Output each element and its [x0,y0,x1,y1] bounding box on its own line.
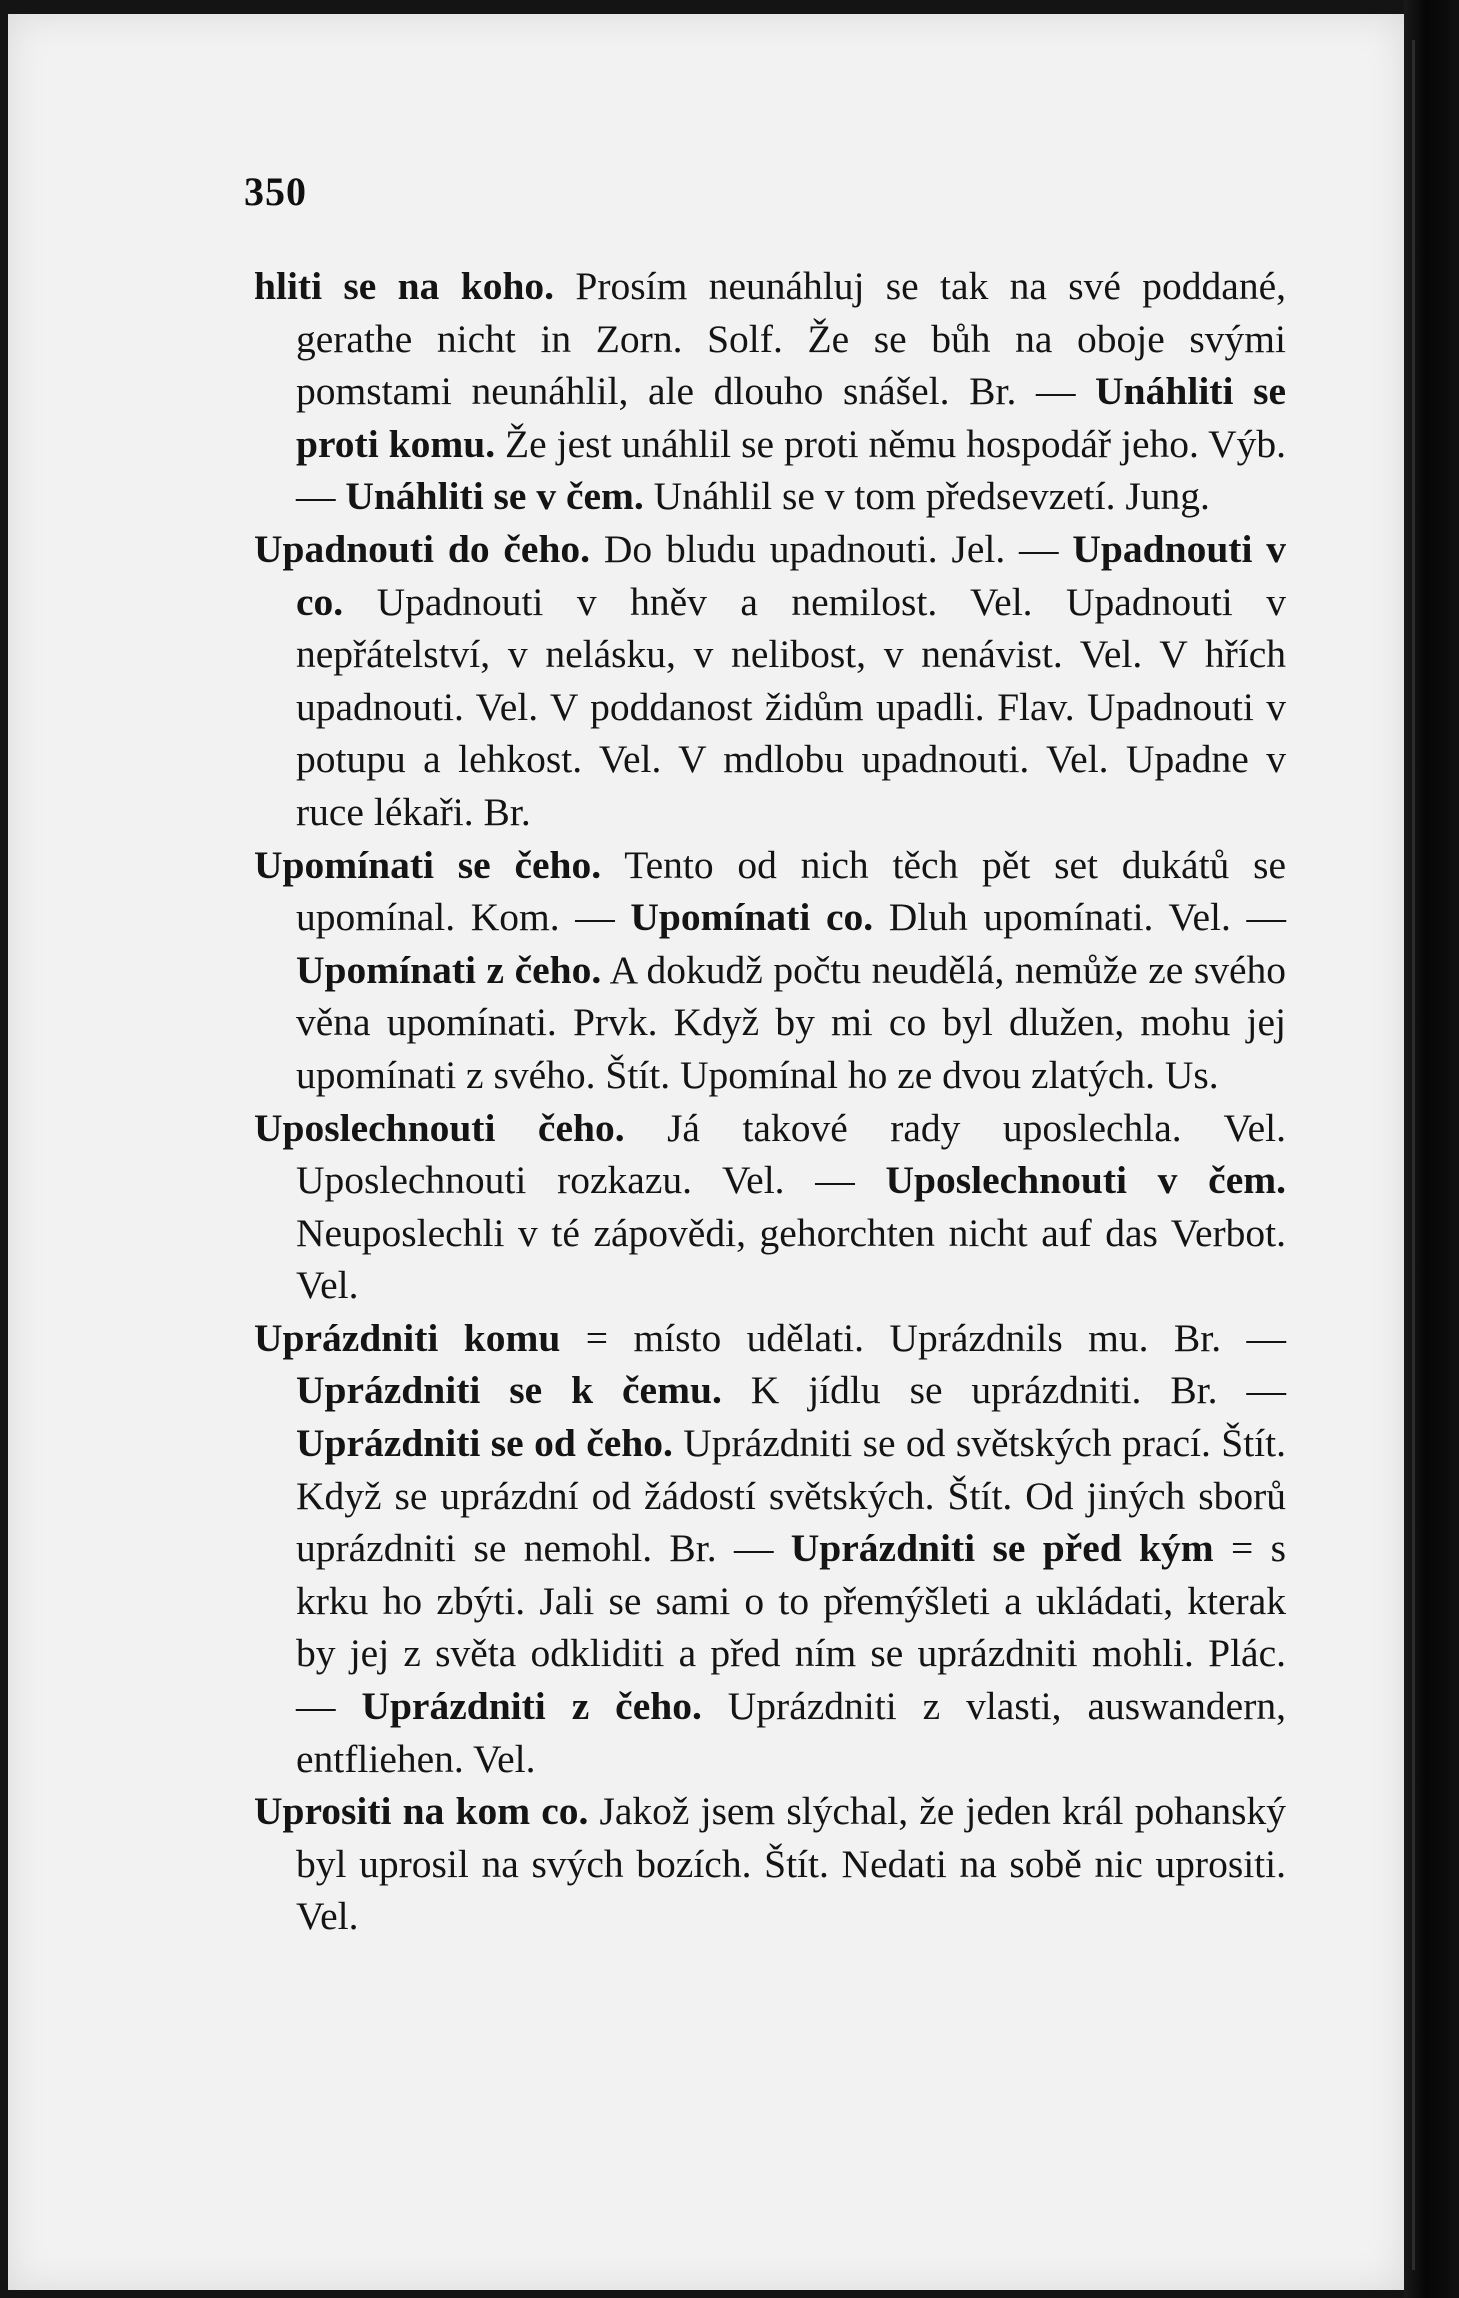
entry-upominati [254,839,1286,1102]
entry-text: Dluh upomínati. Vel. — [873,895,1286,940]
entry-text: = s krku ho zbýti. Jali se sami o to přemýšleti a ukládati, kterak by jej z světa odkliditi a před ním se uprázdniti mohli. Plác. — [296,1526,1286,1729]
entry-uprazdniti [254,1312,1286,1785]
headword: Uposlechnouti v čem. [885,1158,1287,1203]
headword: Upomínati se čeho. [254,842,602,887]
headword: hliti se na koho. [254,264,555,308]
entry-uposlechnouti [254,1102,1286,1312]
entry-text: Uprázdniti z vlasti, auswandern, entfliehen. Vel. [296,1684,1286,1781]
entry-text: A dokudž počtu neudělá, nemůže ze svého věna upomínati. Prvk. Když by mi co byl dlužen, mohu jej upomínati z svého. Štít. Upomínal ho ze dvou zlatých. Us. [296,947,1286,1097]
entry-text: Tento od nich těch pět set dukátů se upomínal. Kom. — [296,842,1286,940]
entry-unahliti [254,260,1286,523]
page-edge-line [1412,40,1415,2270]
entry-upadnouti [254,523,1286,839]
entry-text: Unáhlil se v tom předsevzetí. Jung. [643,474,1210,519]
dictionary-text [254,260,1286,1943]
headword: Upomínati co. [630,895,874,940]
entry-text: Prosím neunáhluj se tak na své poddané, gerathe nicht in Zorn. Solf. Že se bůh na oboje svými pomstami neunáhlil, ale dlouho snášel. Br. — [296,264,1286,414]
headword: Uprázdniti komu [254,1315,561,1360]
headword: Uprázdniti se k čemu. [296,1368,722,1413]
headword: Unáhliti se v čem. [345,474,644,519]
headword: Uposlechnouti čeho. [254,1105,625,1150]
entry-text: Upadnouti v hněv a nemilost. Vel. Upadnouti v nepřátelství, v nelásku, v nelibost, v nenávist. Vel. V hřích upadnouti. Vel. V poddanost židům upadli. Flav. Upadnouti v potupu a lehkost. Vel. V mdlobu upadnouti. Vel. Upadne v ruce lékaři. Br. [296,579,1286,834]
headword: Uprázdniti z čeho. [361,1684,702,1729]
book-page [8,14,1404,2290]
entry-text: = místo udělati. Uprázdnils mu. Br. — [560,1315,1287,1360]
entry-text: Do bludu upadnouti. Jel. — [590,526,1073,571]
headword: Uprázdniti se od čeho. [296,1421,673,1466]
headword: Upadnouti do čeho. [254,526,591,571]
entry-text: Že jest unáhlil se proti němu hospodář jeho. Výb. — [296,421,1287,519]
entry-text: Já takové rady uposlechla. Vel. Uposlechnouti rozkazu. Vel. — [296,1105,1286,1203]
page-number: 350 [244,169,307,214]
entry-text: Jakož jsem slýchal, že jeden král pohanský byl uprosil na svých bozích. Štít. Nedati na sobě nic uprositi. Vel. [296,1789,1286,1939]
headword: Uprositi na kom co. [254,1789,589,1834]
headword: Upomínati z čeho. [296,947,602,992]
entry-text: K jídlu se uprázdniti. Br. — [721,1368,1286,1413]
entry-text: Uprázdniti se od světských prací. Štít. Když se uprázdní od žádostí světských. Štít. Od jiných sborů uprázdniti se nemohl. Br. — [296,1421,1287,1571]
headword: Unáhliti se proti komu. [296,369,1286,466]
headword: Upadnouti v co. [296,526,1286,624]
headword: Uprázdniti se před kým [790,1526,1214,1571]
entry-uprositi [254,1785,1286,1943]
entry-text: Neuposlechli v té zápovědi, gehorchten nicht auf das Verbot. Vel. [296,1210,1286,1308]
